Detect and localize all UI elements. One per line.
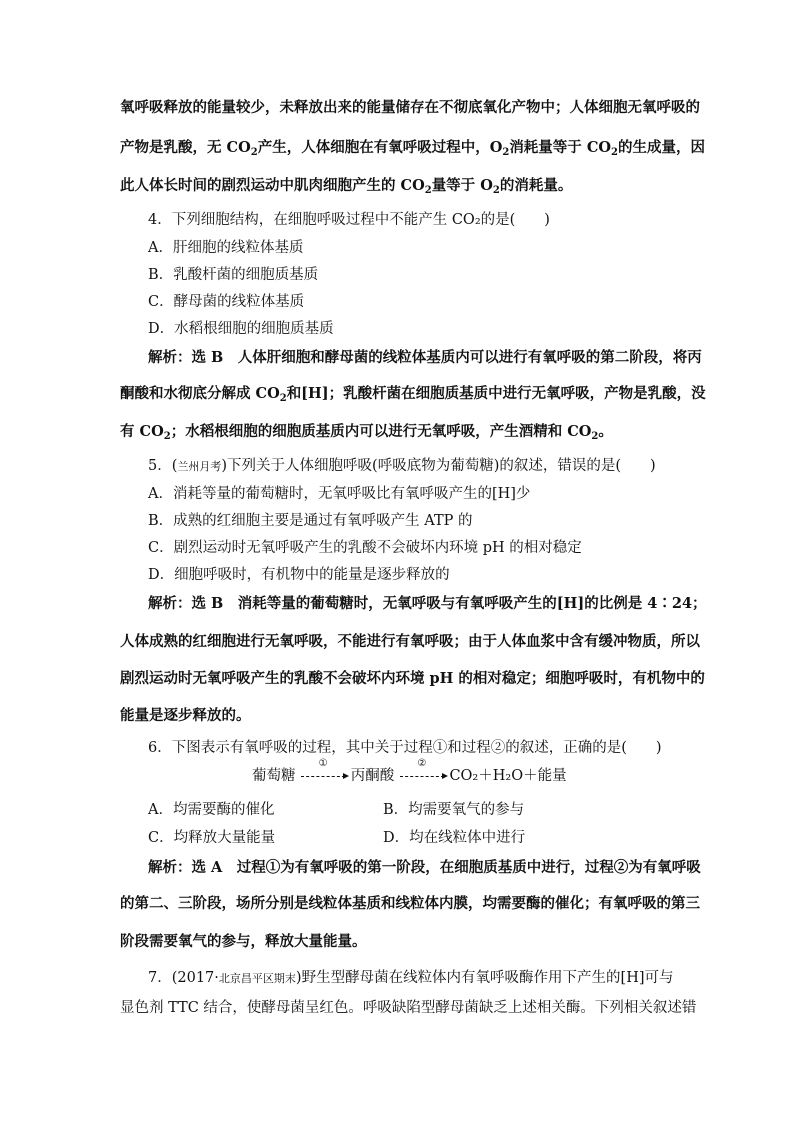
q4-option-b: B．乳酸杆菌的细胞质基质 [148, 267, 319, 283]
reaction-diagram [252, 758, 592, 785]
q6-answer-line2: 的第二、三阶段，场所分别是线粒体基质和线粒体内膜，均需要酶的催化；有氧呼吸的第三 [120, 895, 700, 912]
q6-answer-line3: 阶段需要氧气的参与，释放大量能量。 [120, 933, 367, 950]
q4-option-c: C．酵母菌的线粒体基质 [148, 294, 305, 310]
q5-option-c: C．剧烈运动时无氧呼吸产生的乳酸不会破坏内环境 pH 的相对稳定 [148, 540, 582, 556]
reaction-step-2-label: ② [417, 758, 427, 769]
q7-line2: 显色剂 TTC 结合，使酵母菌呈红色。呼吸缺陷型酵母菌缺乏上述相关酶。下列相关叙述错 [120, 1000, 697, 1016]
q5-option-b: B．成熟的红细胞主要是通过有氧呼吸产生 ATP 的 [148, 513, 473, 529]
q6-option-b: B．均需要氧气的参与 [383, 802, 525, 818]
q7-source: 北京昌平区期末 [218, 972, 296, 985]
q6-option-c: C．均释放大量能量 [148, 830, 276, 846]
q5-option-a: A．消耗等量的葡萄糖时，无氧呼吸比有氧呼吸产生的[H]少 [148, 486, 531, 502]
q6-answer-line1: 解析：选 A 过程①为有氧呼吸的第一阶段，在细胞质基质中进行，过程②为有氧呼吸 [148, 859, 701, 876]
reaction-arrow-2 [399, 758, 445, 784]
reaction-glucose: 葡萄糖 [252, 768, 296, 784]
q4-answer-line3: 有 $CO_2$；水稻根细胞的细胞质基质内可以进行无氧呼吸，产生酒精和 $CO_2$。 [120, 423, 613, 442]
reaction-pyruvate: 丙酮酸 [350, 768, 395, 784]
q4-option-d: D．水稻根细胞的细胞质基质 [148, 321, 334, 337]
q6-option-d: D．均在线粒体中进行 [383, 830, 526, 846]
para1-line1: 氧呼吸释放的能量较少，未释放出来的能量储存在不彻底氧化产物中；人体细胞无氧呼吸的 [120, 99, 700, 116]
q5-source: 兰州月考 [177, 460, 222, 473]
q4-option-a: A．肝细胞的线粒体基质 [148, 240, 304, 256]
q5-stem: 5．(兰州月考)下列关于人体细胞呼吸(呼吸底物为葡萄糖)的叙述，错误的是( ) [148, 458, 656, 474]
q6-option-a: A．均需要酶的催化 [148, 802, 275, 818]
q4-stem: 4．下列细胞结构，在细胞呼吸过程中不能产生 CO₂的是( ) [148, 212, 550, 228]
reaction-step-1-label: ① [318, 758, 328, 769]
q4-answer-line2: 酮酸和水彻底分解成 $CO_2$和[H]；乳酸杆菌在细胞质基质中进行无氧呼吸，产物是乳酸，没 [120, 385, 706, 404]
q7-stem: 7．(2017·北京昌平区期末)野生型酵母菌在线粒体内有氧呼吸酶作用下产生的[H]可与 [148, 970, 674, 986]
q5-answer-line4: 能量是逐步释放的。 [120, 707, 251, 724]
q6-stem: 6．下图表示有氧呼吸的过程，其中关于过程①和过程②的叙述，正确的是( ) [148, 740, 662, 756]
q5-option-d: D．细胞呼吸时，有机物中的能量是逐步释放的 [148, 567, 450, 583]
para1-line3: 此人体长时间的剧烈运动中肌肉细胞产生的 $CO_2$量等于 $O_2$的消耗量。 [120, 177, 573, 196]
reaction-products: CO₂＋H₂O＋能量 [449, 768, 567, 784]
q5-answer-line1: 解析：选 B 消耗等量的葡萄糖时，无氧呼吸与有氧呼吸产生的[H]的比例是 4∶24； [148, 595, 707, 612]
q5-answer-line2: 人体成熟的红细胞进行无氧呼吸，不能进行有氧呼吸；由于人体血浆中含有缓冲物质，所以 [120, 633, 700, 650]
q5-answer-line3: 剧烈运动时无氧呼吸产生的乳酸不会破坏内环境 pH 的相对稳定；细胞呼吸时，有机物中的 [120, 670, 705, 687]
q4-answer-line1: 解析：选 B 人体肝细胞和酵母菌的线粒体基质内可以进行有氧呼吸的第二阶段，将丙 [148, 349, 702, 366]
reaction-arrow-1 [300, 758, 346, 784]
para1-line2: 产物是乳酸，无 $CO_2$产生，人体细胞在有氧呼吸过程中，$O_2$消耗量等于 $CO_2$的生成量，因 [120, 139, 706, 158]
